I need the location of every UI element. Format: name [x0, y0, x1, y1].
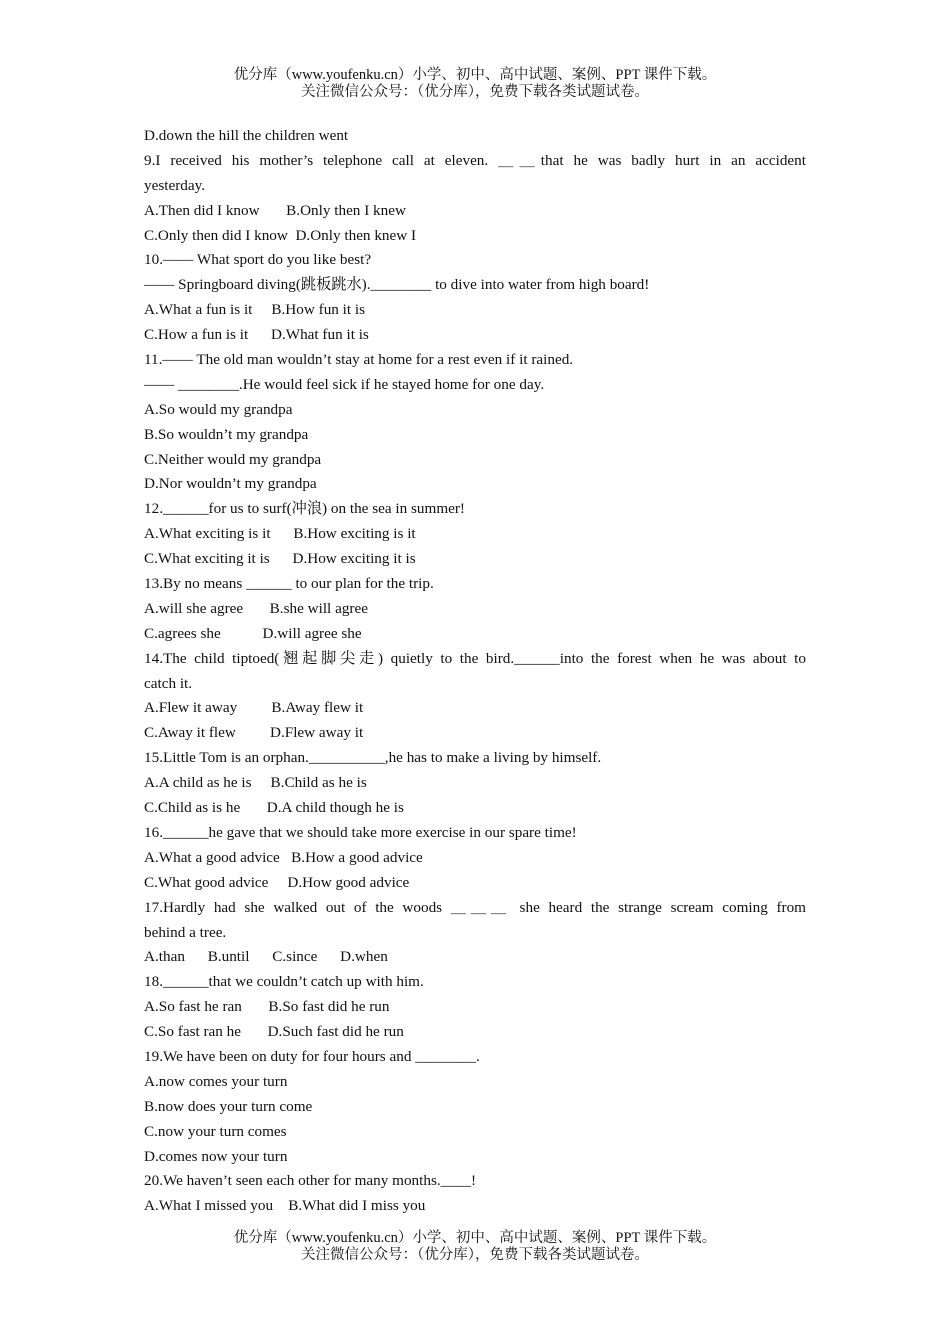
header-line-1: 优分库（www.youfenku.cn）小学、初中、高中试题、案例、PPT 课件下载。 [233, 67, 717, 83]
text-line: 19.We have been on duty for four hours and ________. [144, 1047, 480, 1065]
text-line: C.Neither would my grandpa [144, 450, 322, 468]
text-line: 17.Hardly had she walked out of the woods ＿＿＿ she heard the strange scream coming from [144, 898, 806, 916]
text-line: 13.By no means ______ to our plan for the trip. [144, 575, 434, 593]
text-line: A.So would my grandpa [144, 400, 293, 418]
text-line: B.now does your turn come [144, 1097, 313, 1115]
text-line: A.Flew it away B.Away flew it [144, 699, 364, 717]
text-line: A.What a fun is it B.How fun it is [144, 301, 366, 319]
text-line: 14.The child tiptoed(翘起脚尖走) quietly to the bird.______into the forest when he was about to [144, 649, 806, 667]
text-line: 20.We haven’t seen each other for many months.____! [144, 1172, 477, 1190]
text-line: C.How a fun is it D.What fun it is [144, 326, 369, 344]
text-line: C.agrees she D.will agree she [144, 624, 362, 642]
text-line: A.than B.until C.since D.when [144, 948, 388, 966]
text-line: catch it. [144, 674, 193, 692]
text-line: yesterday. [144, 176, 206, 194]
page-footer [0, 1230, 950, 1264]
text-line: C.Away it flew D.Flew away it [144, 724, 364, 742]
text-line: A.Then did I know B.Only then I knew [144, 201, 406, 219]
text-line: A.What exciting is it B.How exciting is it [144, 525, 416, 543]
text-line: A.now comes your turn [144, 1072, 288, 1090]
text-line: D.comes now your turn [144, 1147, 288, 1165]
text-line: 15.Little Tom is an orphan.__________,he has to make a living by himself. [144, 749, 602, 767]
text-line: D.Nor wouldn’t my grandpa [144, 475, 317, 493]
text-line: 18.______that we couldn’t catch up with him. [144, 973, 424, 991]
text-line: 10.—— What sport do you like best? [144, 251, 372, 269]
text-line: C.So fast ran he D.Such fast did he run [144, 1023, 404, 1041]
text-line: A.will she agree B.she will agree [144, 599, 368, 617]
text-line: 12.______for us to surf(冲浪) on the sea in summer! [144, 500, 465, 518]
text-line: 9.I received his mother’s telephone call at eleven. ＿＿that he was badly hurt in an accident [144, 151, 806, 169]
text-line: 16.______he gave that we should take more exercise in our spare time! [144, 823, 577, 841]
text-line: C.What good advice D.How good advice [144, 873, 410, 891]
page-header [0, 67, 950, 101]
text-line: C.Only then did I know D.Only then knew I [144, 226, 417, 244]
text-line: D.down the hill the children went [144, 127, 349, 144]
text-line: A.So fast he ran B.So fast did he run [144, 998, 390, 1016]
text-line: —— Springboard diving(跳板跳水).________ to dive into water from high board! [144, 276, 650, 294]
footer-line-2: 关注微信公众号：（优分库），免费下载各类试题试卷。 [301, 1247, 649, 1263]
text-line: 11.—— The old man wouldn’t stay at home for a rest even if it rained. [144, 351, 574, 369]
header-line-2: 关注微信公众号：（优分库），免费下载各类试题试卷。 [301, 84, 649, 100]
question-body [144, 124, 806, 1219]
text-line: —— ________.He would feel sick if he stayed home for one day. [144, 375, 545, 393]
text-line: A.What a good advice B.How a good advice [144, 848, 423, 866]
text-line: A.A child as he is B.Child as he is [144, 774, 367, 792]
text-line: C.now your turn comes [144, 1122, 287, 1140]
text-line: behind a tree. [144, 923, 227, 941]
text-line: A.What I missed you B.What did I miss you [144, 1197, 426, 1215]
text-line: C.Child as is he D.A child though he is [144, 799, 404, 817]
footer-line-1: 优分库（www.youfenku.cn）小学、初中、高中试题、案例、PPT 课件下载。 [233, 1230, 717, 1246]
text-line: C.What exciting it is D.How exciting it is [144, 550, 416, 568]
text-line: B.So wouldn’t my grandpa [144, 425, 309, 443]
